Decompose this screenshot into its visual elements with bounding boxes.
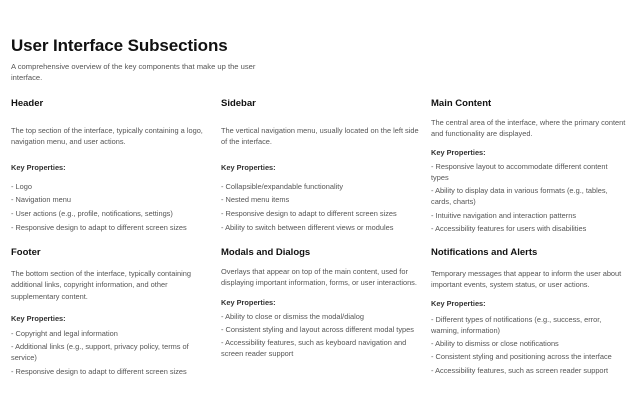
list-item: - Responsive design to adapt to different screen sizes (221, 208, 421, 219)
section-description: Overlays that appear on top of the main content, used for displaying important information, forms, or user interactions. (221, 267, 417, 288)
list-item: - Nested menu items (221, 194, 421, 205)
list-item: - User actions (e.g., profile, notifications, settings) (11, 208, 211, 219)
list-item: - Navigation menu (11, 194, 211, 205)
list-item: - Ability to switch between different views or modules (221, 222, 421, 233)
list-item: - Responsive design to adapt to different screen sizes (11, 366, 211, 377)
section-header (11, 98, 211, 233)
list-item: - Additional links (e.g., support, privacy policy, terms of service) (11, 341, 211, 364)
list-item: - Ability to close or dismiss the modal/dialog (221, 311, 421, 322)
section-heading: Modals and Dialogs (221, 247, 311, 258)
list-item: - Responsive layout to accommodate different content types (431, 161, 627, 184)
list-item: - Copyright and legal information (11, 328, 211, 339)
section-modals-dialogs (221, 247, 421, 360)
key-properties-label: Key Properties: (11, 162, 66, 172)
property-list (221, 311, 421, 360)
list-item: - Collapsible/expandable functionality (221, 181, 421, 192)
list-item: - Logo (11, 181, 211, 192)
key-properties-label: Key Properties: (221, 297, 276, 307)
section-heading: Notifications and Alerts (431, 247, 538, 258)
section-description: Temporary messages that appear to inform the user about important events, system status, or user actions. (431, 269, 622, 290)
page-subtitle: A comprehensive overview of the key components that make up the user interface. (11, 62, 256, 82)
section-heading: Header (11, 98, 44, 109)
list-item: - Responsive design to adapt to different screen sizes (11, 222, 211, 233)
list-item: - Intuitive navigation and interaction patterns (431, 210, 627, 221)
key-properties-label: Key Properties: (431, 147, 486, 157)
key-properties-label: Key Properties: (11, 313, 66, 323)
list-item: - Accessibility features, such as keyboard navigation and screen reader support (221, 337, 421, 360)
section-description: The central area of the interface, where the primary content and functionality are displayed. (431, 118, 626, 139)
list-item: - Ability to display data in various formats (e.g., tables, cards, charts) (431, 185, 627, 208)
property-list (431, 314, 627, 376)
section-heading: Sidebar (221, 98, 256, 109)
section-main-content (431, 98, 627, 234)
section-description: The bottom section of the interface, typically containing additional links, copyright information, and other supplementary content. (11, 269, 191, 301)
key-properties-label: Key Properties: (431, 298, 486, 308)
key-properties-label: Key Properties: (221, 162, 276, 172)
section-heading: Footer (11, 247, 41, 258)
section-description: The vertical navigation menu, usually located on the left side of the interface. (221, 126, 419, 147)
list-item: - Different types of notifications (e.g., success, error, warning, information) (431, 314, 627, 337)
property-list (221, 181, 421, 234)
property-list (11, 181, 211, 234)
property-list (431, 161, 627, 235)
section-notifications-alerts (431, 247, 627, 376)
property-list (11, 328, 211, 377)
list-item: - Consistent styling and layout across different modal types (221, 324, 421, 335)
section-sidebar (221, 98, 421, 233)
list-item: - Consistent styling and positioning across the interface (431, 351, 627, 362)
section-description: The top section of the interface, typically containing a logo, navigation menu, and user actions. (11, 126, 203, 147)
list-item: - Accessibility features, such as screen reader support (431, 365, 627, 376)
list-item: - Accessibility features for users with disabilities (431, 223, 627, 234)
list-item: - Ability to dismiss or close notifications (431, 338, 627, 349)
page-title: User Interface Subsections (11, 36, 228, 55)
section-heading: Main Content (431, 98, 492, 109)
section-footer (11, 247, 211, 377)
